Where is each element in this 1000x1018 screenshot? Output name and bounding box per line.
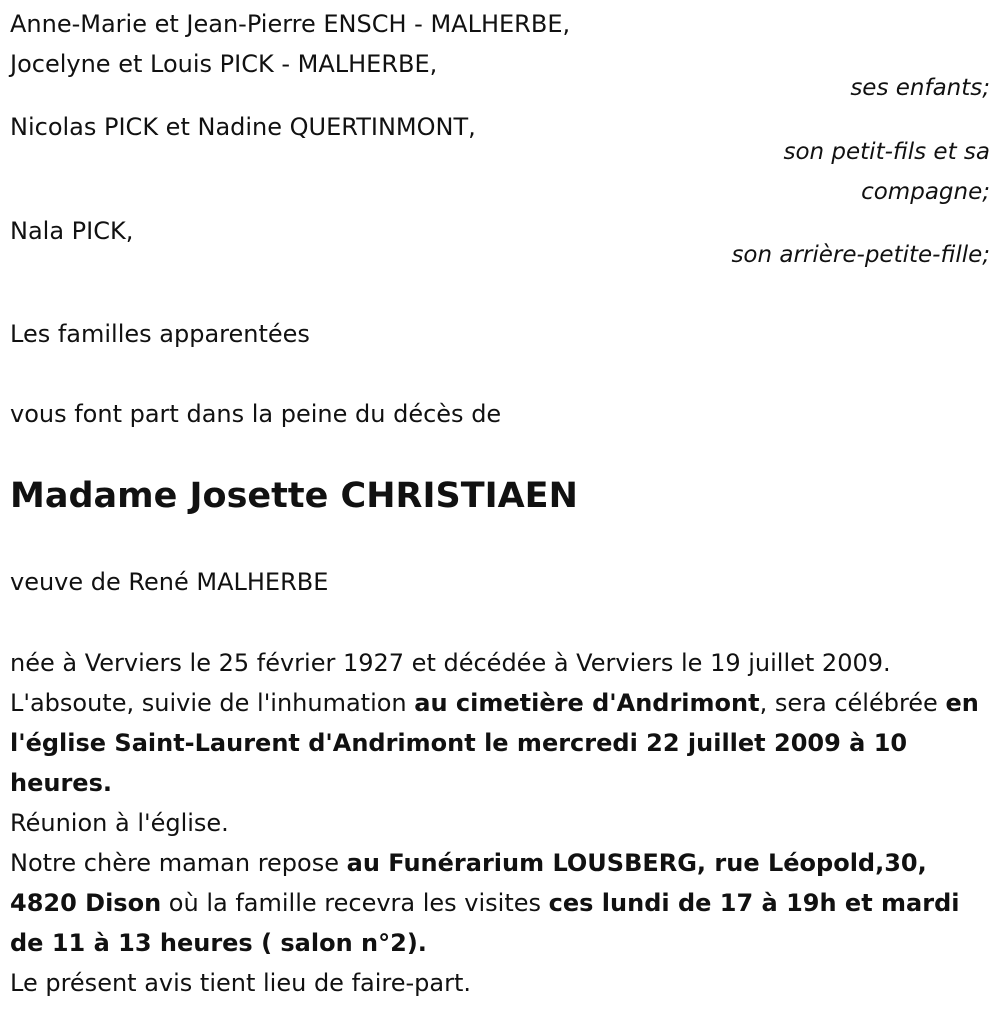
rest-text xyxy=(10,843,985,963)
ceremony-text-2: , sera célébrée xyxy=(759,689,946,717)
birth-death-line: née à Verviers le 25 février 1927 et décédée à Verviers le 19 juillet 2009. xyxy=(10,649,891,677)
rest-text-2: où la famille recevra les visites xyxy=(161,889,549,917)
widow-of: veuve de René MALHERBE xyxy=(10,568,329,596)
grandson-role: son petit-fils et sa compagne; xyxy=(783,139,990,205)
children-line-2: Jocelyne et Louis PICK - MALHERBE, xyxy=(10,50,438,78)
funeral-details xyxy=(10,643,985,1003)
great-granddaughter-line: Nala PICK, xyxy=(10,217,134,245)
rest-place: au Funérarium LOUSBERG, rue Léopold,30, 4820 Dison xyxy=(10,849,927,917)
related-families: Les familles apparentées xyxy=(10,320,310,348)
reunion-line: Réunion à l'église. xyxy=(10,809,229,837)
closing-line: Le présent avis tient lieu de faire-part. xyxy=(10,969,472,997)
ceremony-place: au cimetière d'Andrimont xyxy=(414,689,760,717)
ceremony-text-1: L'absoute, suivie de l'inhumation xyxy=(10,689,415,717)
rest-text-1: Notre chère maman repose xyxy=(10,849,347,877)
announcement-intro: vous font part dans la peine du décès de xyxy=(10,400,502,428)
visit-times: ces lundi de 17 à 19h et mardi de 11 à 13 heures ( salon n°2). xyxy=(10,889,960,957)
grandson-line: Nicolas PICK et Nadine QUERTINMONT, xyxy=(10,113,476,141)
children-line-1: Anne-Marie et Jean-Pierre ENSCH - MALHERBE, xyxy=(10,10,571,38)
great-granddaughter-role: son arrière-petite-fille; xyxy=(731,242,990,268)
children-role: ses enfants; xyxy=(850,75,990,101)
ceremony-church-time: en l'église Saint-Laurent d'Andrimont le mercredi 22 juillet 2009 à 10 heures. xyxy=(10,689,979,797)
deceased-name: Madame Josette CHRISTIAEN xyxy=(10,476,578,516)
ceremony-text xyxy=(10,683,985,803)
